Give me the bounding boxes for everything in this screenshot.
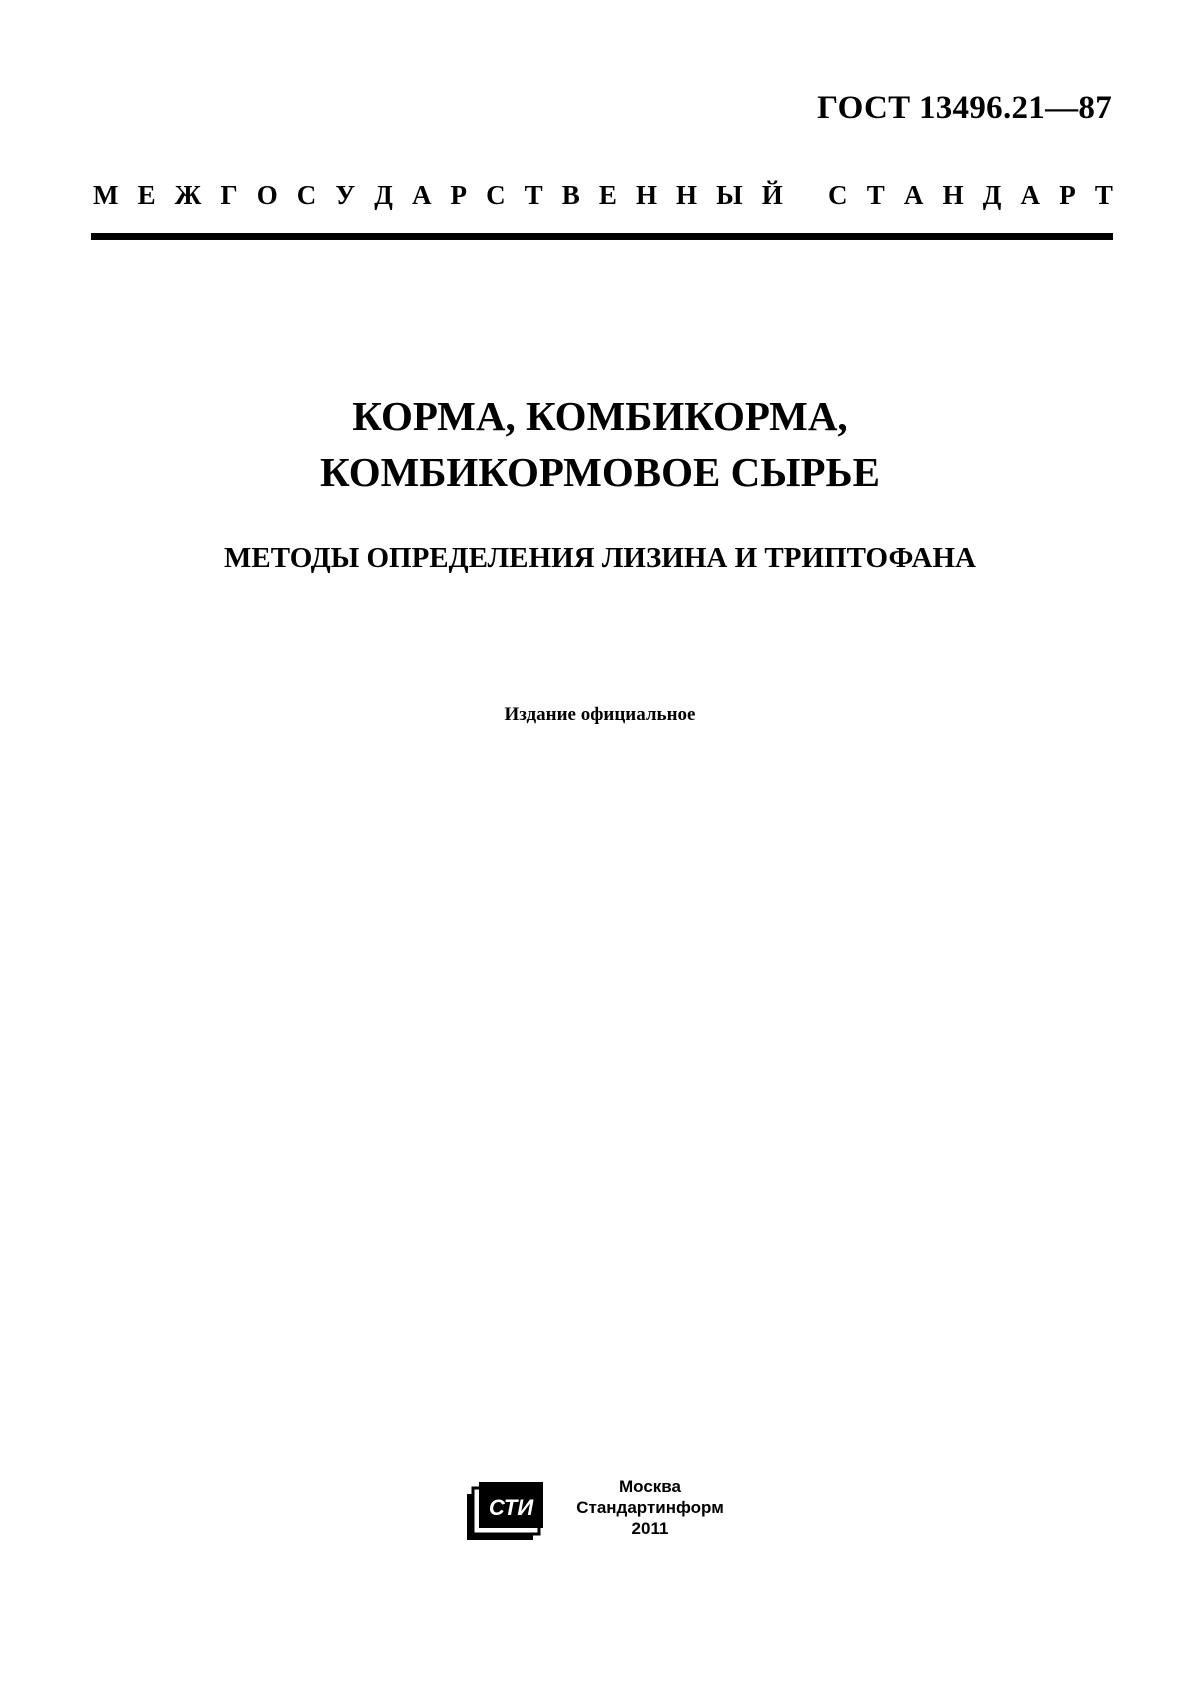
header-letter: Е — [137, 180, 156, 210]
header-letter: Е — [598, 180, 617, 210]
standartinform-logo-icon — [467, 1480, 545, 1540]
header-letter: С — [296, 180, 317, 210]
header-letter: Н — [676, 180, 698, 210]
header-letter: Т — [524, 180, 543, 210]
header-letter: Д — [982, 180, 1002, 210]
imprint-city: Москва — [619, 1477, 681, 1496]
header-letter: М — [93, 180, 119, 210]
standard-number: ГОСТ 13496.21—87 — [817, 90, 1112, 126]
header-letter: О — [256, 180, 278, 210]
header-letter: Д — [374, 180, 393, 210]
header-letter: Ж — [174, 180, 202, 210]
header-letter: Г — [220, 180, 238, 210]
logo-lettering: СТИ — [488, 1495, 534, 1520]
header-letter: Р — [1059, 180, 1076, 210]
header-letter: А — [903, 180, 924, 210]
title-line-1: КОРМА, КОМБИКОРМА, — [352, 393, 848, 439]
header-letter: А — [411, 180, 432, 210]
header-letter: Р — [450, 180, 468, 210]
imprint-publisher: Стандартинформ — [576, 1498, 724, 1517]
subtitle: МЕТОДЫ ОПРЕДЕЛЕНИЯ ЛИЗИНА И ТРИПТОФАНА — [224, 542, 976, 574]
header-letter: Т — [1094, 180, 1113, 210]
header-letter: Н — [635, 180, 657, 210]
header-word-2 — [828, 180, 1113, 211]
header-letter: В — [561, 180, 580, 210]
header-letter: С — [828, 180, 848, 210]
main-title — [0, 388, 1200, 500]
header-letter: А — [1020, 180, 1041, 210]
imprint — [555, 1476, 745, 1539]
header-letter: Ы — [716, 180, 743, 210]
header-letter: Н — [942, 180, 964, 210]
header-letter: Т — [866, 180, 885, 210]
header-word-1 — [93, 180, 783, 211]
header-letter: С — [486, 180, 506, 210]
edition-label: Издание официальное — [504, 704, 696, 725]
header-band — [93, 180, 1113, 211]
header-letter: Й — [761, 180, 783, 210]
title-line-2: КОМБИКОРМОВОЕ СЫРЬЕ — [320, 449, 880, 495]
imprint-year: 2011 — [631, 1519, 669, 1538]
header-letter: У — [335, 180, 356, 210]
header-rule — [91, 233, 1113, 240]
